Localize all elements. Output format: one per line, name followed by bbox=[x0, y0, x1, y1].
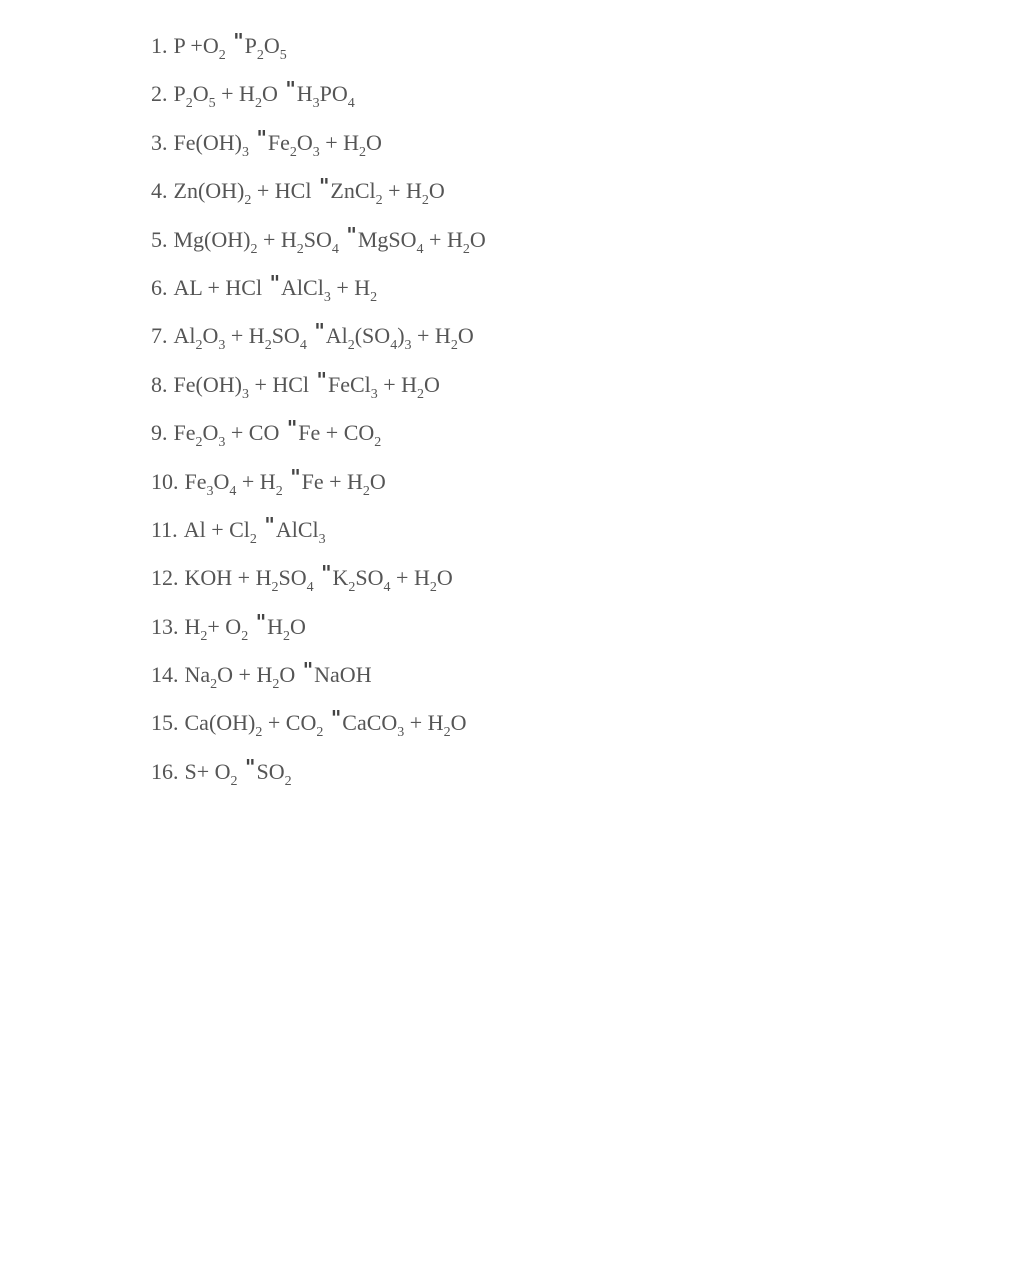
formula-text: SO bbox=[278, 565, 307, 591]
formula-text: O bbox=[192, 81, 209, 107]
subscript: 3 bbox=[312, 96, 320, 112]
formula-text bbox=[314, 565, 320, 590]
equation-line bbox=[151, 316, 486, 364]
formula-text: P bbox=[173, 81, 186, 107]
equation-number: 11. bbox=[151, 516, 178, 542]
formula-text: Fe(OH) bbox=[173, 129, 242, 155]
formula-text: + H bbox=[411, 323, 451, 349]
subscript: 2 bbox=[347, 338, 355, 354]
subscript: 2 bbox=[230, 773, 238, 789]
equation-number: 1. bbox=[151, 33, 168, 58]
formula-text: + H bbox=[423, 226, 463, 252]
equation-number: 2. bbox=[151, 81, 168, 107]
subscript: 2 bbox=[421, 193, 429, 209]
formula-text: H bbox=[296, 81, 313, 107]
formula-text: ZnCl bbox=[330, 178, 376, 204]
subscript: 2 bbox=[271, 580, 279, 596]
formula-text: AlCl bbox=[281, 274, 324, 300]
equation-line bbox=[151, 413, 486, 461]
formula-text: Fe bbox=[267, 129, 290, 155]
formula-text: SO bbox=[256, 758, 285, 784]
formula-text bbox=[307, 323, 313, 348]
formula-text: NaOH bbox=[314, 662, 372, 688]
subscript: 4 bbox=[229, 483, 237, 499]
equation-line bbox=[151, 74, 486, 122]
subscript: 2 bbox=[375, 193, 383, 209]
formula-text: O bbox=[469, 226, 486, 252]
subscript: 2 bbox=[195, 435, 203, 451]
subscript: 3 bbox=[323, 289, 331, 305]
formula-text: ) bbox=[397, 323, 405, 349]
reaction-arrow-glyph: " bbox=[290, 464, 301, 489]
formula-text: + CO bbox=[262, 710, 317, 736]
subscript: 2 bbox=[249, 531, 257, 547]
formula-text: Fe bbox=[173, 420, 196, 446]
subscript: 2 bbox=[254, 96, 262, 112]
formula-text: Na bbox=[184, 662, 211, 688]
reaction-arrow-glyph: " bbox=[269, 270, 281, 295]
formula-text: + H bbox=[236, 468, 276, 494]
formula-text: Al bbox=[173, 323, 196, 349]
formula-text: O bbox=[424, 371, 440, 397]
equation-line bbox=[151, 752, 486, 800]
formula-text: O bbox=[450, 710, 467, 736]
formula-text: SO bbox=[303, 226, 332, 252]
reaction-arrow-glyph: " bbox=[286, 416, 298, 441]
equation-line bbox=[151, 655, 486, 703]
formula-text: + H bbox=[215, 81, 255, 107]
equation-number: 10. bbox=[151, 468, 179, 494]
subscript: 4 bbox=[390, 338, 398, 354]
subscript: 3 bbox=[206, 483, 214, 499]
subscript: 2 bbox=[256, 48, 264, 63]
formula-text: O bbox=[296, 129, 313, 155]
formula-text: CaCO bbox=[342, 710, 398, 736]
formula-text: Al bbox=[325, 323, 348, 349]
subscript: 4 bbox=[306, 580, 314, 596]
subscript: 3 bbox=[241, 386, 249, 402]
formula-text: PO bbox=[319, 81, 348, 107]
subscript: 2 bbox=[241, 628, 249, 644]
subscript: 3 bbox=[218, 338, 226, 354]
reaction-arrow-glyph: " bbox=[245, 754, 256, 779]
subscript: 2 bbox=[210, 677, 218, 693]
equation-number: 5. bbox=[151, 226, 168, 252]
formula-text: + H bbox=[225, 323, 265, 349]
subscript: 5 bbox=[279, 48, 287, 63]
reaction-arrow-glyph: " bbox=[255, 609, 267, 634]
equation-number: 4. bbox=[151, 178, 168, 204]
formula-text: H bbox=[267, 613, 283, 639]
subscript: 2 bbox=[255, 725, 263, 741]
equation-line bbox=[151, 220, 486, 268]
subscript: 2 bbox=[417, 386, 425, 402]
formula-text: KOH + H bbox=[184, 565, 272, 591]
formula-text: O bbox=[202, 323, 219, 349]
formula-text: S+ O bbox=[184, 758, 231, 784]
formula-text: + H bbox=[404, 710, 444, 736]
formula-text: AL + HCl bbox=[173, 274, 268, 300]
equation-line bbox=[151, 365, 486, 413]
subscript: 2 bbox=[348, 580, 356, 596]
equation-number: 13. bbox=[151, 613, 179, 639]
subscript: 3 bbox=[397, 725, 405, 741]
subscript: 2 bbox=[218, 48, 226, 63]
subscript: 2 bbox=[362, 483, 370, 499]
formula-text: O bbox=[202, 420, 219, 446]
formula-text: Fe + H bbox=[301, 468, 363, 494]
equation-line bbox=[151, 462, 486, 510]
formula-text bbox=[323, 710, 329, 735]
reaction-arrow-glyph: " bbox=[285, 77, 296, 102]
subscript: 2 bbox=[185, 96, 193, 112]
subscript: 2 bbox=[250, 241, 258, 257]
subscript: 3 bbox=[404, 338, 412, 354]
formula-text: + H bbox=[390, 565, 430, 591]
reaction-arrow-glyph: " bbox=[233, 29, 244, 53]
equation-line bbox=[151, 703, 486, 751]
formula-text bbox=[249, 130, 255, 155]
subscript: 4 bbox=[383, 580, 391, 596]
subscript: 4 bbox=[331, 241, 339, 257]
equation-list bbox=[151, 26, 486, 800]
formula-text: + H bbox=[382, 178, 422, 204]
subscript: 2 bbox=[275, 483, 283, 499]
reaction-arrow-glyph: " bbox=[264, 512, 275, 537]
subscript: 2 bbox=[443, 725, 451, 741]
formula-text: MgSO bbox=[357, 226, 417, 252]
reaction-arrow-glyph: " bbox=[256, 125, 267, 150]
formula-text: O bbox=[366, 129, 382, 155]
reaction-arrow-glyph: " bbox=[302, 658, 314, 683]
formula-text: O bbox=[369, 468, 386, 494]
formula-text: K bbox=[332, 565, 349, 591]
subscript: 2 bbox=[264, 338, 272, 354]
equation-line bbox=[151, 558, 486, 606]
reaction-arrow-glyph: " bbox=[314, 319, 325, 344]
formula-text bbox=[226, 33, 232, 58]
equation-number: 8. bbox=[151, 371, 168, 397]
subscript: 2 bbox=[450, 338, 458, 354]
equation-line bbox=[151, 26, 486, 74]
equation-number: 15. bbox=[151, 710, 179, 736]
formula-text: Ca(OH) bbox=[184, 710, 256, 736]
formula-text: Fe bbox=[184, 468, 207, 494]
subscript: 2 bbox=[429, 580, 437, 596]
formula-text: + O bbox=[207, 613, 242, 639]
formula-text bbox=[339, 227, 345, 252]
subscript: 2 bbox=[284, 773, 292, 789]
formula-text: Al + Cl bbox=[183, 516, 250, 542]
equation-number: 16. bbox=[151, 758, 179, 784]
equation-line bbox=[151, 123, 486, 171]
equation-number: 7. bbox=[151, 323, 168, 349]
subscript: 2 bbox=[195, 338, 203, 354]
formula-text bbox=[257, 517, 263, 542]
subscript: 2 bbox=[296, 241, 304, 257]
formula-text: O bbox=[428, 178, 445, 204]
subscript: 2 bbox=[370, 289, 378, 305]
subscript: 2 bbox=[359, 144, 367, 160]
formula-text: O + H bbox=[217, 662, 273, 688]
formula-text: O bbox=[457, 323, 474, 349]
equation-number: 6. bbox=[151, 274, 168, 300]
reaction-arrow-glyph: " bbox=[316, 367, 327, 392]
equation-line bbox=[151, 607, 486, 655]
formula-text: Mg(OH) bbox=[173, 226, 251, 252]
formula-text: Zn(OH) bbox=[173, 178, 245, 204]
subscript: 3 bbox=[241, 144, 249, 160]
equation-line bbox=[151, 268, 486, 316]
formula-text: + H bbox=[377, 371, 418, 397]
subscript: 3 bbox=[218, 435, 226, 451]
formula-text: + H bbox=[330, 274, 371, 300]
formula-text: O bbox=[263, 33, 280, 58]
formula-text: Fe + CO bbox=[298, 420, 375, 446]
reaction-arrow-glyph: " bbox=[318, 174, 330, 199]
formula-text: + HCl bbox=[251, 178, 317, 204]
subscript: 2 bbox=[289, 144, 297, 160]
reaction-arrow-glyph: " bbox=[346, 222, 357, 247]
formula-text bbox=[248, 614, 254, 639]
subscript: 4 bbox=[299, 338, 307, 354]
subscript: 3 bbox=[318, 531, 326, 547]
subscript: 2 bbox=[462, 241, 470, 257]
equation-number: 12. bbox=[151, 565, 179, 591]
subscript: 2 bbox=[200, 628, 208, 644]
reaction-arrow-glyph: " bbox=[330, 706, 342, 731]
formula-text: + H bbox=[319, 129, 360, 155]
equation-number: 9. bbox=[151, 420, 168, 446]
subscript: 3 bbox=[370, 386, 378, 402]
subscript: 3 bbox=[312, 144, 320, 160]
formula-text: P +O bbox=[173, 33, 219, 58]
subscript: 2 bbox=[244, 193, 252, 209]
formula-text: + CO bbox=[225, 420, 285, 446]
subscript: 2 bbox=[283, 628, 290, 644]
formula-text: AlCl bbox=[275, 516, 319, 542]
formula-text: SO bbox=[271, 323, 300, 349]
formula-text: O bbox=[213, 468, 230, 494]
formula-text: O bbox=[261, 81, 284, 107]
formula-text bbox=[283, 469, 289, 494]
formula-text: + H bbox=[257, 226, 297, 252]
formula-text bbox=[238, 759, 244, 784]
subscript: 4 bbox=[347, 96, 355, 112]
subscript: 5 bbox=[208, 96, 216, 112]
subscript: 2 bbox=[272, 677, 280, 693]
formula-text: P bbox=[244, 33, 257, 58]
formula-text: H bbox=[184, 613, 201, 639]
formula-text: (SO bbox=[354, 323, 391, 349]
formula-text: O bbox=[436, 565, 453, 591]
formula-text: O bbox=[290, 613, 306, 639]
subscript: 2 bbox=[374, 435, 382, 451]
reaction-arrow-glyph: " bbox=[321, 561, 332, 586]
formula-text: SO bbox=[355, 565, 384, 591]
formula-text: Fe(OH) bbox=[173, 371, 242, 397]
formula-text: O bbox=[279, 662, 301, 688]
subscript: 4 bbox=[416, 241, 424, 257]
subscript: 2 bbox=[316, 725, 324, 741]
equation-number: 14. bbox=[151, 662, 179, 688]
equation-line bbox=[151, 171, 486, 219]
formula-text: + HCl bbox=[248, 371, 315, 397]
formula-text: FeCl bbox=[327, 371, 371, 397]
equation-number: 3. bbox=[151, 129, 168, 155]
equation-line bbox=[151, 510, 486, 558]
